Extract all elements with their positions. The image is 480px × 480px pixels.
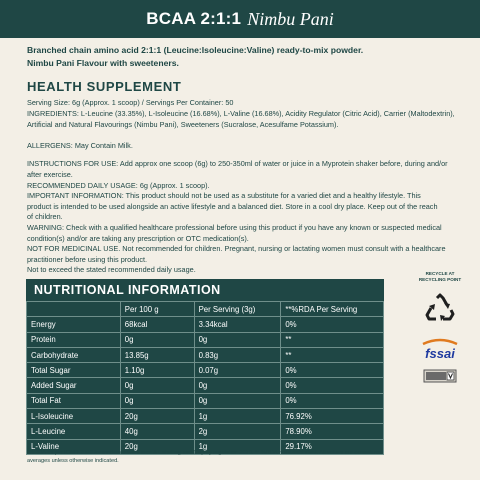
ingredients: INGREDIENTS: L-Leucine (33.35%), L-Isoleucine (16.68%), L-Valine (16.68%), Acidity Regulator (Citric Acid), Carrier (Maltodextrin), Artificial and Natural Flavourings (Nimbu Pani), Sweeteners (Sucralose, Acesulfame Potassium). (27, 109, 455, 129)
important-information: IMPORTANT INFORMATION: This product should not be used as a substitute for a varied diet and a healthy lifestyle. This product is intended to be used alongside an active lifestyle and a balanced diet. Store in a cool dry place. Keep out of the reach of children. (27, 191, 438, 222)
nutrition-footnote: *%RDA as per ICMR 2020 for moderate work men & Labelling and Display regulation 2020. ** %RDA not established. All values are considered averages unless otherwise indicated. (27, 450, 382, 464)
nutrient-name: L-Valine (27, 439, 121, 454)
nutrition-table (26, 279, 384, 455)
column-header (27, 302, 121, 317)
nutrition-heading: NUTRITIONAL INFORMATION (34, 283, 221, 297)
table-row (27, 332, 384, 347)
nutrient-name: Energy (27, 317, 121, 332)
recycle-label-line-1: RECYCLE AT (425, 271, 455, 276)
product-flavour-title: Nimbu Pani (247, 8, 334, 29)
recycle-icon (410, 292, 470, 326)
rda-value: 0% (281, 363, 384, 378)
per-100g-value: 0g (120, 378, 194, 393)
health-supplement-heading: HEALTH SUPPLEMENT (27, 79, 182, 94)
table-row (27, 317, 384, 332)
not-exceed-notice: Not to exceed the stated recommended daily usage. (27, 265, 196, 274)
fssai-logo-text: fssai (425, 346, 455, 361)
table-row (27, 363, 384, 378)
per-serving-value: 3.34kcal (194, 317, 281, 332)
serving-info: Serving Size: 6g (Approx. 1 scoop) / Servings Per Container: 50 (27, 98, 234, 107)
nutrient-name: Protein (27, 332, 121, 347)
rda-value: 29.17% (281, 439, 384, 454)
per-100g-value: 0g (120, 332, 194, 347)
recycle-label (410, 271, 470, 283)
nutrient-name: L-Isoleucine (27, 409, 121, 424)
recycle-label-line-2: RECYCLING POINT (418, 277, 462, 282)
nutrient-name: Total Fat (27, 393, 121, 408)
instructions-for-use: INSTRUCTIONS FOR USE: Add approx one scoop (6g) to 250-350ml of water or juice in a Myprotein shaker before, during and/or after exercise. (27, 159, 448, 179)
per-serving-value: 1g (194, 439, 281, 454)
per-serving-value: 2g (194, 424, 281, 439)
rda-value: 76.92% (281, 409, 384, 424)
per-serving-value: 0.83g (194, 347, 281, 362)
per-100g-value: 13.85g (120, 347, 194, 362)
rda-value: ** (281, 332, 384, 347)
description-line-1: Branched chain amino acid 2:1:1 (Leucine:Isoleucine:Valine) ready-to-mix powder. (27, 45, 364, 55)
column-header: Per Serving (3g) (194, 302, 281, 317)
not-for-medicinal-use: NOT FOR MEDICINAL USE. Not recommended for children. Pregnant, nursing or lactating women must consult with a healthcare practitioner before using this product. (27, 244, 446, 264)
recycle-icon-graphic (424, 292, 456, 324)
recommended-daily-usage: RECOMMENDED DAILY USAGE: 6g (Approx. 1 scoop). (27, 181, 210, 190)
fssai-logo-graphic (420, 336, 460, 366)
column-header: Per 100 g (120, 302, 194, 317)
column-header: **%RDA Per Serving (281, 302, 384, 317)
nutrient-name: L-Leucine (27, 424, 121, 439)
nutrient-name: Added Sugar (27, 378, 121, 393)
per-100g-value: 0g (120, 393, 194, 408)
rda-value: 78.90% (281, 424, 384, 439)
per-100g-value: 68kcal (120, 317, 194, 332)
fssai-logo (410, 336, 470, 366)
per-100g-value: 1.10g (120, 363, 194, 378)
rda-value: 0% (281, 378, 384, 393)
per-serving-value: 0g (194, 332, 281, 347)
description-line-2: Nimbu Pani Flavour with sweeteners. (27, 57, 179, 68)
nutrition-grid (26, 301, 384, 455)
allergens: ALLERGENS: May Contain Milk. (27, 141, 133, 150)
per-100g-value: 20g (120, 439, 194, 454)
table-row (27, 393, 384, 408)
warning-text: WARNING: Check with a qualified healthcare professional before using this product if you have any known or suspected medical condition(s) and/or are taking any prescription or OTC medication(s). (27, 223, 442, 243)
nutrient-name: Total Sugar (27, 363, 121, 378)
per-serving-value: 1g (194, 409, 281, 424)
veg-mark-icon (410, 368, 470, 388)
table-row (27, 424, 384, 439)
per-100g-value: 20g (120, 409, 194, 424)
product-title: BCAA 2:1:1 (146, 9, 242, 28)
rda-value: 0% (281, 393, 384, 408)
per-serving-value: 0.07g (194, 363, 281, 378)
rda-value: 0% (281, 317, 384, 332)
per-100g-value: 40g (120, 424, 194, 439)
per-serving-value: 0g (194, 378, 281, 393)
table-row (27, 347, 384, 362)
veg-mark-graphic (422, 368, 458, 384)
header-banner (0, 0, 480, 38)
table-row (27, 409, 384, 424)
rda-value: ** (281, 347, 384, 362)
table-header-row (27, 302, 384, 317)
per-serving-value: 0g (194, 393, 281, 408)
product-description (27, 44, 447, 69)
table-row (27, 378, 384, 393)
nutrient-name: Carbohydrate (27, 347, 121, 362)
